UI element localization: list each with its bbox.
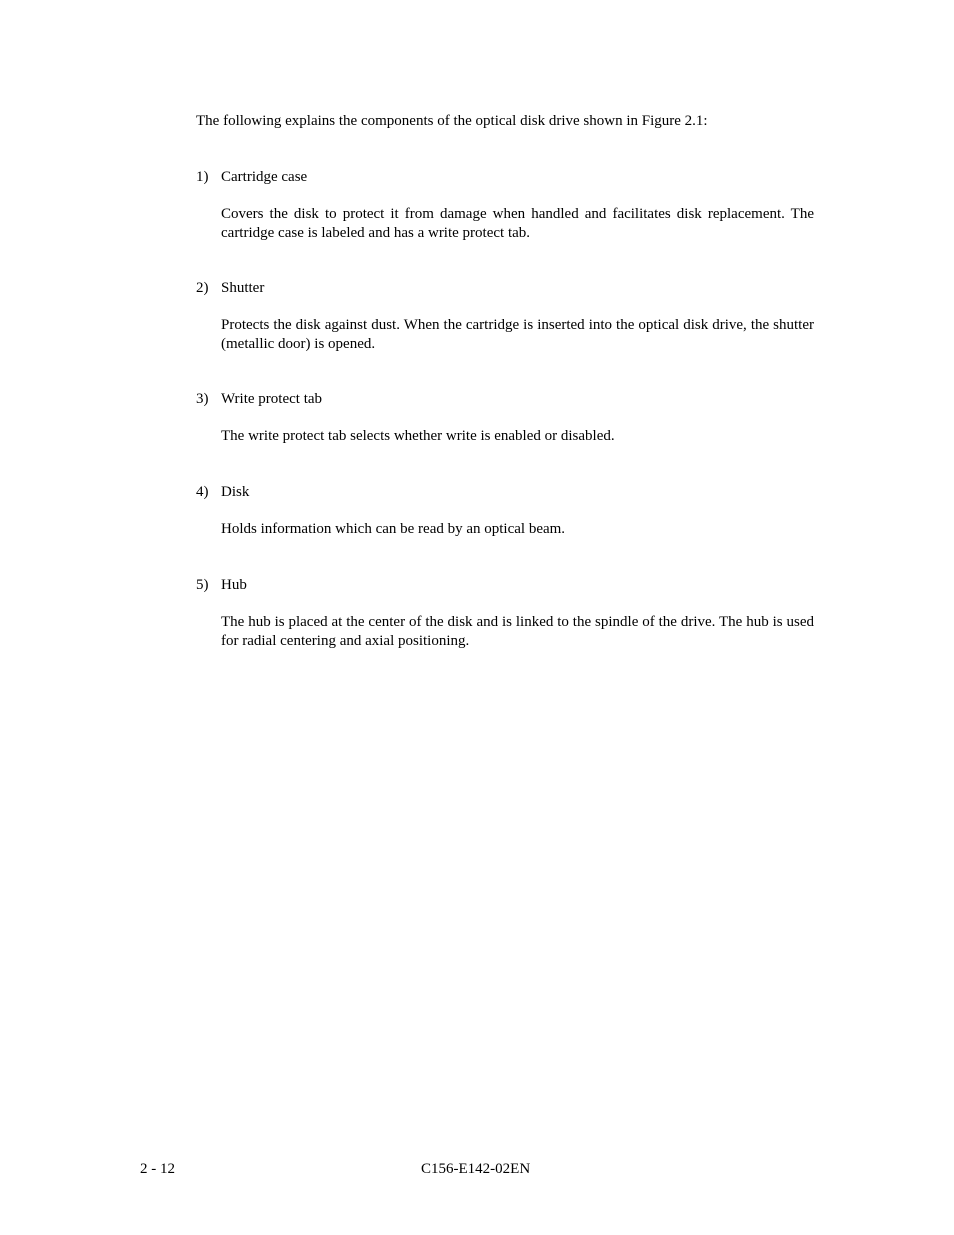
- item-number: 1): [196, 169, 209, 185]
- list-item: [196, 279, 816, 354]
- item-description: The write protect tab selects whether write is enabled or disabled.: [221, 428, 615, 444]
- list-item: [196, 390, 816, 446]
- item-heading: [196, 168, 816, 187]
- item-description: Covers the disk to protect it from damage when handled and facilitates disk replacement. The cartridge case is labeled and has a write protect tab.: [221, 206, 814, 241]
- item-title: Shutter: [221, 280, 265, 296]
- item-number: 3): [196, 391, 209, 407]
- item-description: The hub is placed at the center of the disk and is linked to the spindle of the drive. The hub is used for radial centering and axial positioning.: [221, 614, 814, 649]
- item-description: Holds information which can be read by an optical beam.: [221, 521, 566, 537]
- list-item: [196, 576, 816, 651]
- list-item: [196, 483, 816, 539]
- item-title: Write protect tab: [221, 391, 323, 407]
- footer-page-number: 2 - 12: [140, 1161, 175, 1177]
- item-number: 5): [196, 577, 209, 593]
- item-number: 2): [196, 280, 209, 296]
- item-title: Cartridge case: [221, 169, 308, 185]
- item-number: 4): [196, 484, 209, 500]
- item-heading: [196, 390, 816, 409]
- item-heading: [196, 576, 816, 595]
- list-item: [196, 168, 816, 243]
- item-heading: [196, 279, 816, 298]
- item-title: Hub: [221, 577, 247, 593]
- item-title: Disk: [221, 484, 250, 500]
- intro-paragraph: The following explains the components of the optical disk drive shown in Figure 2.1:: [196, 113, 708, 129]
- item-description: Protects the disk against dust. When the cartridge is inserted into the optical disk drive, the shutter (metallic door) is opened.: [221, 317, 814, 352]
- footer-document-code: C156-E142-02EN: [421, 1161, 531, 1177]
- item-heading: [196, 483, 816, 502]
